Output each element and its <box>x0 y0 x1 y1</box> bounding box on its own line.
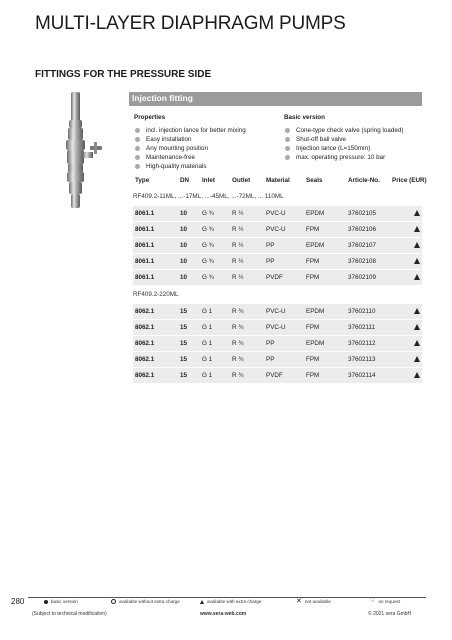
footer-divider <box>28 597 426 598</box>
cell-inlet: G 1 <box>200 336 230 352</box>
cell-inlet: G 1 <box>200 320 230 336</box>
cell-type: 8061.1 <box>133 254 178 270</box>
triangle-icon <box>414 340 420 346</box>
cell-dn: 10 <box>178 270 200 286</box>
cell-seals: FPM <box>304 254 346 270</box>
request-icon: ☞ <box>370 598 376 604</box>
triangle-icon <box>414 372 420 378</box>
cell-material: PVC-U <box>264 304 304 320</box>
cell-dn: 10 <box>178 254 200 270</box>
triangle-icon <box>414 308 420 314</box>
cell-article: 37602110 <box>346 304 390 320</box>
cell-type: 8062.1 <box>133 352 178 368</box>
header-article: Article-No. <box>348 177 380 184</box>
bullet-icon <box>135 146 140 151</box>
table-row <box>133 336 422 352</box>
group-label: RF409.2-11ML, ...-17ML, ...-45ML, ...-72ML, ... 110ML <box>133 188 422 206</box>
cell-material: PP <box>264 238 304 254</box>
bullet-icon <box>135 155 140 160</box>
bullet-icon <box>285 146 290 151</box>
cell-inlet: G ¾ <box>200 254 230 270</box>
cell-price <box>390 336 422 352</box>
table-header-row <box>133 174 422 188</box>
cell-seals: EPDM <box>304 304 346 320</box>
table-body <box>133 188 422 384</box>
properties-item: Maintenance-free <box>134 153 279 162</box>
cell-outlet: R ¾ <box>230 368 264 384</box>
cell-outlet: R ½ <box>230 270 264 286</box>
table-row <box>133 304 422 320</box>
cell-price <box>390 270 422 286</box>
cross-icon: ✕ <box>296 598 302 605</box>
injection-fitting-image <box>58 92 106 208</box>
cell-type: 8062.1 <box>133 304 178 320</box>
table-row <box>133 320 422 336</box>
triangle-icon <box>414 210 420 216</box>
triangle-icon <box>414 356 420 362</box>
cell-material: PVC-U <box>264 206 304 222</box>
cell-seals: FPM <box>304 368 346 384</box>
cell-dn: 15 <box>178 336 200 352</box>
cell-outlet: R ½ <box>230 222 264 238</box>
cell-price <box>390 320 422 336</box>
header-price: Price (EUR) <box>392 177 427 184</box>
triangle-icon <box>414 242 420 248</box>
cell-outlet: R ½ <box>230 206 264 222</box>
table-row <box>133 270 422 286</box>
cell-type: 8061.1 <box>133 222 178 238</box>
properties-list <box>134 126 279 171</box>
product-header-band <box>129 92 422 106</box>
legend-basic-version: basic version <box>44 599 78 604</box>
cell-material: PVC-U <box>264 222 304 238</box>
cell-article: 37602108 <box>346 254 390 270</box>
cell-inlet: G 1 <box>200 368 230 384</box>
legend-without-extra: available without extra charge <box>111 599 180 604</box>
table-row <box>133 222 422 238</box>
group-label: RF409.2-220ML <box>133 286 422 304</box>
table-row <box>133 238 422 254</box>
bullet-icon <box>135 128 140 133</box>
header-material: Material <box>266 177 290 184</box>
triangle-icon <box>414 258 420 264</box>
header-dn: DN <box>180 177 190 184</box>
cell-type: 8061.1 <box>133 206 178 222</box>
cell-article: 37602105 <box>346 206 390 222</box>
cell-price <box>390 222 422 238</box>
cell-article: 37602107 <box>346 238 390 254</box>
bullet-icon <box>285 155 290 160</box>
cell-inlet: G 1 <box>200 304 230 320</box>
cell-outlet: R ¾ <box>230 336 264 352</box>
filled-circle-icon <box>44 600 48 604</box>
cell-outlet: R ¾ <box>230 320 264 336</box>
cell-outlet: R ½ <box>230 238 264 254</box>
table-row <box>133 206 422 222</box>
bullet-icon <box>135 137 140 142</box>
header-inlet: Inlet <box>202 177 215 184</box>
cell-inlet: G 1 <box>200 352 230 368</box>
cell-price <box>390 304 422 320</box>
footer-copyright: © 2021 sera GmbH <box>368 611 412 617</box>
cell-type: 8061.1 <box>133 238 178 254</box>
cell-article: 37602109 <box>346 270 390 286</box>
bullet-icon <box>135 164 140 169</box>
table-row <box>133 368 422 384</box>
cell-material: PP <box>264 336 304 352</box>
cell-seals: FPM <box>304 222 346 238</box>
page-number: 280 <box>11 597 25 606</box>
header-seals: Seals <box>306 177 323 184</box>
basic-version-item: Shut-off ball valve <box>284 135 424 144</box>
properties-heading: Properties <box>134 114 166 121</box>
cell-material: PVDF <box>264 270 304 286</box>
cell-price <box>390 352 422 368</box>
cell-price <box>390 206 422 222</box>
bullet-icon <box>285 128 290 133</box>
cell-material: PVC-U <box>264 320 304 336</box>
properties-item: High-quality materials <box>134 162 279 171</box>
open-circle-icon <box>111 599 116 604</box>
basic-version-item: Injection lance (L=150mm) <box>284 144 424 153</box>
properties-block <box>134 113 279 171</box>
legend-with-extra: available with extra charge <box>200 599 261 604</box>
cell-material: PP <box>264 352 304 368</box>
basic-version-block <box>284 113 424 162</box>
cell-outlet: R ½ <box>230 254 264 270</box>
cell-article: 37602112 <box>346 336 390 352</box>
cell-dn: 15 <box>178 352 200 368</box>
properties-item: incl. injection lance for better mixing <box>134 126 279 135</box>
cell-price <box>390 368 422 384</box>
triangle-icon <box>414 324 420 330</box>
cell-type: 8062.1 <box>133 368 178 384</box>
cell-seals: EPDM <box>304 206 346 222</box>
product-title: Injection fitting <box>132 93 193 103</box>
cell-inlet: G ¾ <box>200 238 230 254</box>
cell-dn: 15 <box>178 304 200 320</box>
basic-version-item: Cone-type check valve (spring loaded) <box>284 126 424 135</box>
cell-dn: 10 <box>178 222 200 238</box>
section-title: FITTINGS FOR THE PRESSURE SIDE <box>35 69 212 80</box>
legend-not-available: ✕ not available <box>296 598 331 605</box>
table-group-row <box>133 188 422 206</box>
basic-version-item: max. operating pressure: 10 bar <box>284 153 424 162</box>
cell-type: 8062.1 <box>133 336 178 352</box>
cell-type: 8062.1 <box>133 320 178 336</box>
cell-seals: EPDM <box>304 336 346 352</box>
page-title: MULTI-LAYER DIAPHRAGM PUMPS <box>35 13 346 34</box>
cell-inlet: G ¾ <box>200 222 230 238</box>
cell-price <box>390 238 422 254</box>
cell-inlet: G ¾ <box>200 206 230 222</box>
cell-dn: 15 <box>178 368 200 384</box>
cell-outlet: R ¾ <box>230 352 264 368</box>
cell-price <box>390 254 422 270</box>
cell-article: 37602111 <box>346 320 390 336</box>
properties-item: Easy installation <box>134 135 279 144</box>
bullet-icon <box>285 137 290 142</box>
header-type: Type <box>135 177 150 184</box>
basic-version-list <box>284 126 424 162</box>
triangle-icon <box>414 274 420 280</box>
cell-seals: FPM <box>304 352 346 368</box>
cell-article: 37602113 <box>346 352 390 368</box>
triangle-icon <box>414 226 420 232</box>
table-row <box>133 352 422 368</box>
cell-dn: 15 <box>178 320 200 336</box>
properties-item: Any mounting position <box>134 144 279 153</box>
cell-article: 37602114 <box>346 368 390 384</box>
cell-dn: 10 <box>178 238 200 254</box>
cell-dn: 10 <box>178 206 200 222</box>
cell-type: 8061.1 <box>133 270 178 286</box>
cell-seals: EPDM <box>304 238 346 254</box>
cell-article: 37602106 <box>346 222 390 238</box>
table-row <box>133 254 422 270</box>
cell-inlet: G ¾ <box>200 270 230 286</box>
header-outlet: Outlet <box>232 177 251 184</box>
legend-on-request: ☞ on request <box>370 598 401 604</box>
table-group-row <box>133 286 422 304</box>
footer-subject: (Subject to technical modification) <box>32 611 107 617</box>
cell-seals: FPM <box>304 320 346 336</box>
basic-version-heading: Basic version <box>284 114 325 121</box>
cell-material: PVDF <box>264 368 304 384</box>
cell-seals: FPM <box>304 270 346 286</box>
footer-url[interactable]: www.sera-web.com <box>200 611 247 617</box>
triangle-icon <box>200 600 204 604</box>
cell-material: PP <box>264 254 304 270</box>
fittings-table <box>133 174 427 383</box>
cell-outlet: R ¾ <box>230 304 264 320</box>
